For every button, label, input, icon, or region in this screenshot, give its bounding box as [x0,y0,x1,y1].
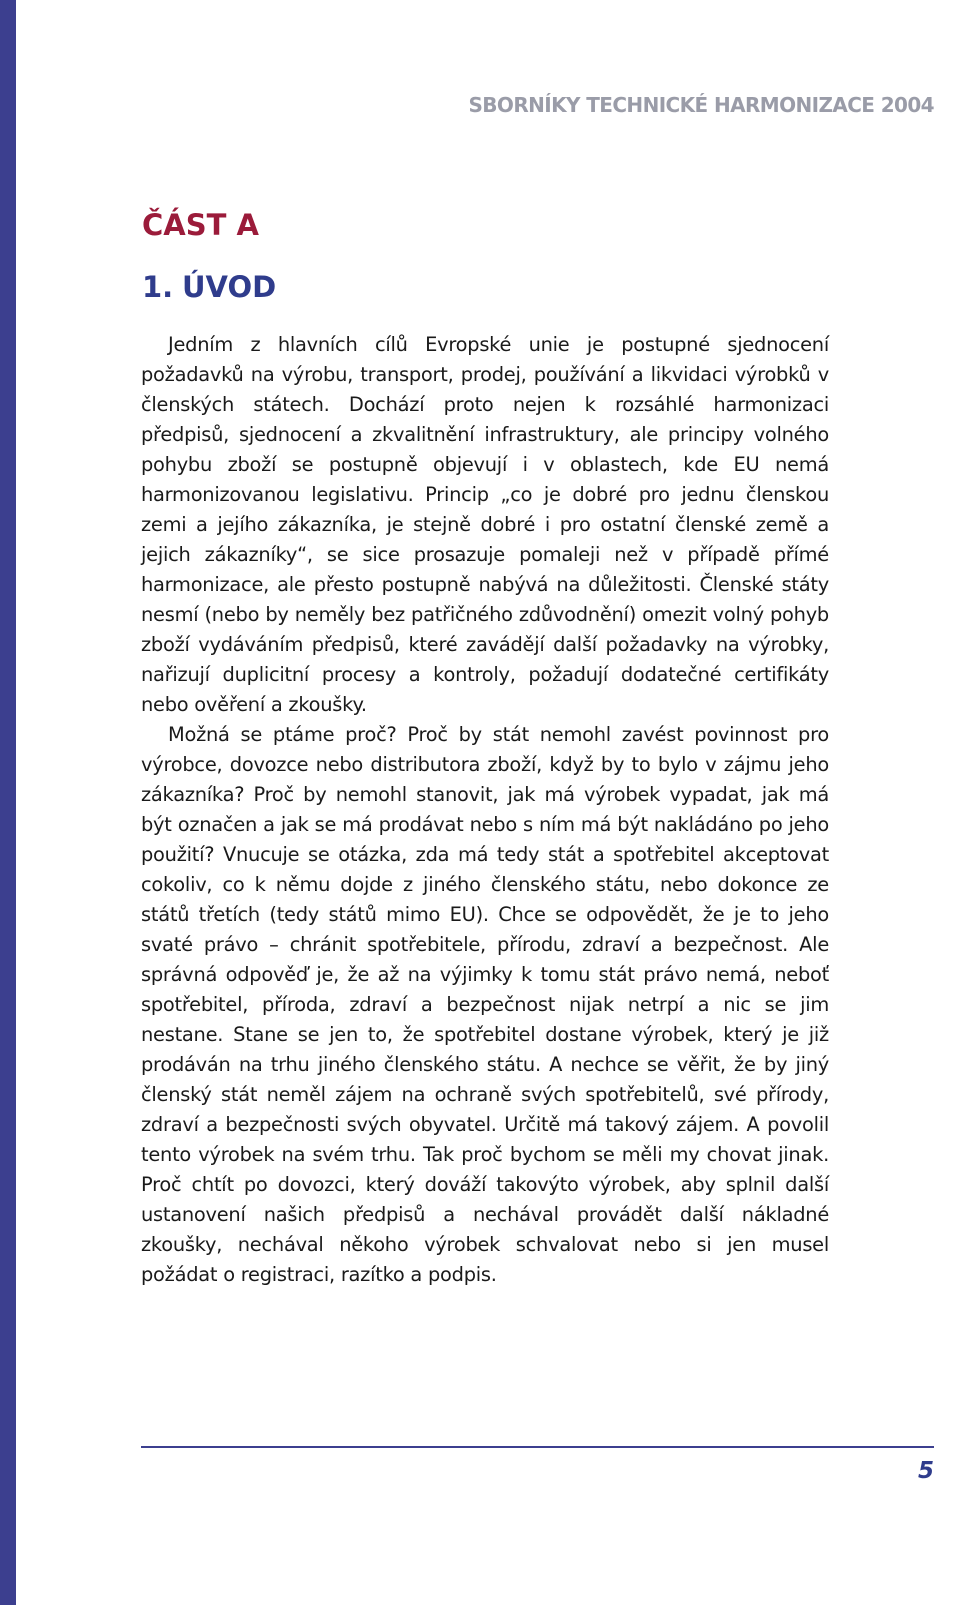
part-title: ČÁST A [142,208,259,242]
chapter-heading [142,270,276,304]
page-number: 5 [917,1458,934,1484]
left-margin-bar [0,0,16,1605]
footer-rule [141,1446,934,1448]
chapter-title: ÚVOD [182,270,277,304]
body-text [141,330,829,1290]
paragraph: Možná se ptáme proč? Proč by stát nemohl zavést povinnost pro výrobce, dovozce nebo distributora zboží, když by to bylo v zájmu jeho zákazníka? Proč by nemohl stanovit, jak má výrobek vypadat, jak má být označen a jak se má prodávat nebo s ním má být nakládáno po jeho použití? Vnucuje se otázka, zda má tedy stát a spotřebitel akceptovat cokoliv, co k němu dojde z jiného členského státu, nebo dokonce ze států třetích (tedy států mimo EU). Chce se odpovědět, že je to jeho svaté právo – chránit spotřebitele, přírodu, zdraví a bezpečnost. Ale správná odpověď je, že až na výjimky k tomu stát právo nemá, neboť spotřebitel, příroda, zdraví a bezpečnost nijak netrpí a nic se jim nestane. Stane se jen to, že spotřebitel dostane výrobek, který je již prodáván na trhu jiného členského státu. A nechce se věřit, že by jiný členský stát neměl zájem na ochraně svých spotřebitelů, své přírody, zdraví a bezpečnosti svých obyvatel. Určitě má takový zájem. A povolil tento výrobek na svém trhu. Tak proč bychom se měli my chovat jinak. Proč chtít po dovozci, který dováží takovýto výrobek, aby splnil další ustanovení našich předpisů a nechával provádět další nákladné zkoušky, nechával někoho výrobek schvalovat nebo si jen musel požádat o registraci, razítko a podpis. [141,723,829,1286]
chapter-number: 1. [142,270,174,304]
running-header: SBORNÍKY TECHNICKÉ HARMONIZACE 2004 [468,93,934,117]
paragraph: Jedním z hlavních cílů Evropské unie je postupné sjednocení požadavků na výrobu, transport, prodej, používání a likvidaci výrobků v členských státech. Dochází proto nejen k rozsáhlé harmonizaci předpisů, sjednocení a zkvalitnění infrastruktury, ale principy volného pohybu zboží se postupně objevují i v oblastech, kde EU nemá harmonizovanou legislativu. Princip „co je dobré pro jednu členskou zemi a jejího zákazníka, je stejně dobré i pro ostatní členské země a jejich zákazníky“, se sice prosazuje pomaleji než v případě přímé harmonizace, ale přesto postupně nabývá na důležitosti. Členské státy nesmí (nebo by neměly bez patřičného zdůvodnění) omezit volný pohyb zboží vydáváním předpisů, které zavádějí další požadavky na výrobky, nařizují duplicitní procesy a kontroly, požadují dodatečné certifikáty nebo ověření a zkoušky. [141,333,829,716]
